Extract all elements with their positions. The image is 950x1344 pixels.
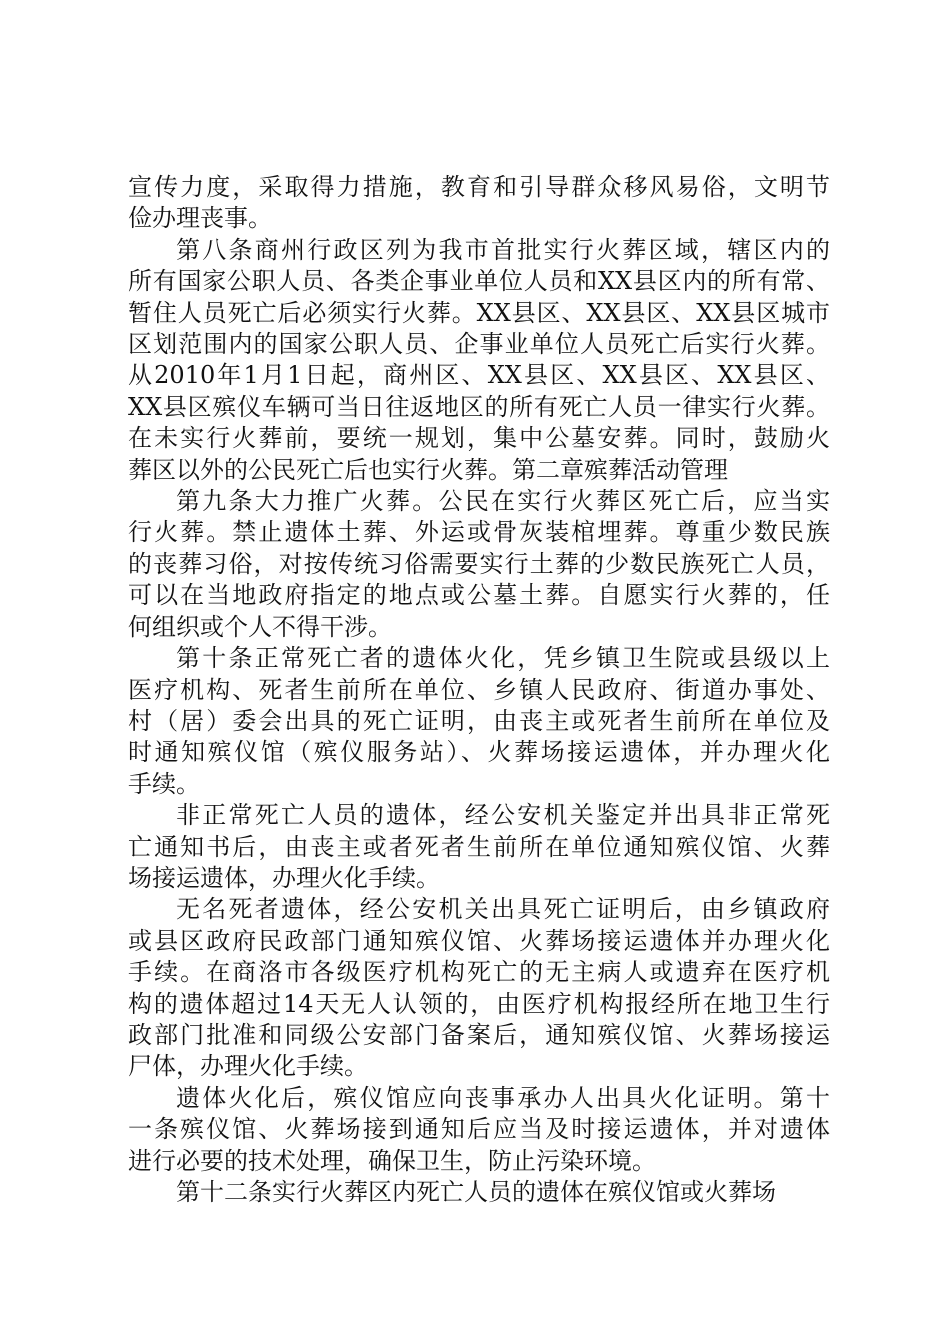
paragraph bbox=[128, 643, 830, 800]
paragraph-line: 政部门批准和同级公安部门备案后，通知殡仪馆、火葬场接运 bbox=[128, 1020, 830, 1049]
paragraph-line: 一条殡仪馆、火葬场接到通知后应当及时接运遗体，并对遗体 bbox=[128, 1115, 830, 1144]
paragraph-line: 场接运遗体，办理火化手续。 bbox=[128, 863, 440, 892]
paragraph-line: 村（居）委会出具的死亡证明，由丧主或死者生前所在单位及 bbox=[128, 706, 830, 735]
paragraph bbox=[128, 486, 830, 643]
paragraph-line: 可以在当地政府指定的地点或公墓土葬。自愿实行火葬的，任 bbox=[128, 581, 830, 610]
paragraph-line: 手续。 bbox=[128, 769, 200, 798]
paragraph-line: 所有国家公职人员、各类企事业单位人员和XX县区内的所有常、 bbox=[128, 267, 830, 296]
paragraph-line: 医疗机构、死者生前所在单位、乡镇人民政府、街道办事处、 bbox=[128, 675, 830, 704]
paragraph-line: 何组织或个人不得干涉。 bbox=[128, 612, 392, 641]
paragraph-line: 行火葬。禁止遗体土葬、外运或骨灰装棺埋葬。尊重少数民族 bbox=[128, 518, 830, 547]
paragraph-line: XX县区殡仪车辆可当日往返地区的所有死亡人员一律实行火葬。 bbox=[128, 392, 830, 421]
paragraph-line: 的丧葬习俗，对按传统习俗需要实行土葬的少数民族死亡人员， bbox=[128, 549, 830, 578]
paragraph-line: 遗体火化后，殡仪馆应向丧事承办人出具火化证明。第十 bbox=[176, 1083, 830, 1112]
paragraph-line: 第十条正常死亡者的遗体火化，凭乡镇卫生院或县级以上 bbox=[176, 644, 830, 673]
paragraph-line: 从2010年1月1日起，商州区、XX县区、XX县区、XX县区、 bbox=[128, 361, 830, 390]
paragraph-line: 或县区政府民政部门通知殡仪馆、火葬场接运遗体并办理火化 bbox=[128, 926, 830, 955]
paragraph-line: 尸体，办理火化手续。 bbox=[128, 1052, 368, 1081]
paragraph-line: 宣传力度，采取得力措施，教育和引导群众移风易俗，文明节 bbox=[128, 173, 830, 201]
paragraph bbox=[128, 235, 830, 486]
paragraph-line: 无名死者遗体，经公安机关出具死亡证明后，由乡镇政府 bbox=[176, 895, 830, 924]
paragraph bbox=[128, 1083, 830, 1177]
paragraph-line: 在未实行火葬前，要统一规划，集中公墓安葬。同时，鼓励火 bbox=[128, 424, 830, 453]
paragraph-line: 进行必要的技术处理，确保卫生，防止污染环境。 bbox=[128, 1146, 656, 1175]
paragraph-line: 时通知殡仪馆（殡仪服务站）、火葬场接运遗体，并办理火化 bbox=[128, 738, 830, 767]
paragraph-line: 第八条商州行政区列为我市首批实行火葬区域，辖区内的 bbox=[176, 235, 830, 264]
paragraph-line: 暂住人员死亡后必须实行火葬。XX县区、XX县区、XX县区城市 bbox=[128, 298, 830, 327]
paragraph bbox=[128, 894, 830, 1082]
document-body bbox=[128, 172, 830, 1208]
paragraph bbox=[128, 172, 830, 235]
paragraph-line: 非正常死亡人员的遗体，经公安机关鉴定并出具非正常死 bbox=[176, 801, 830, 830]
paragraph-line: 亡通知书后，由丧主或者死者生前所在单位通知殡仪馆、火葬 bbox=[128, 832, 830, 861]
paragraph-line: 构的遗体超过14天无人认领的，由医疗机构报经所在地卫生行 bbox=[128, 989, 830, 1018]
paragraph-line: 俭办理丧事。 bbox=[128, 204, 272, 233]
paragraph-line: 第九条大力推广火葬。公民在实行火葬区死亡后，应当实 bbox=[176, 487, 830, 516]
paragraph bbox=[128, 800, 830, 894]
paragraph bbox=[128, 1177, 830, 1208]
paragraph-line: 手续。在商洛市各级医疗机构死亡的无主病人或遗弃在医疗机 bbox=[128, 958, 830, 987]
paragraph-line: 第十二条实行火葬区内死亡人员的遗体在殡仪馆或火葬场 bbox=[176, 1178, 776, 1206]
paragraph-line: 葬区以外的公民死亡后也实行火葬。第二章殡葬活动管理 bbox=[128, 455, 728, 484]
paragraph-line: 区划范围内的国家公职人员、企事业单位人员死亡后实行火葬。 bbox=[128, 330, 830, 359]
